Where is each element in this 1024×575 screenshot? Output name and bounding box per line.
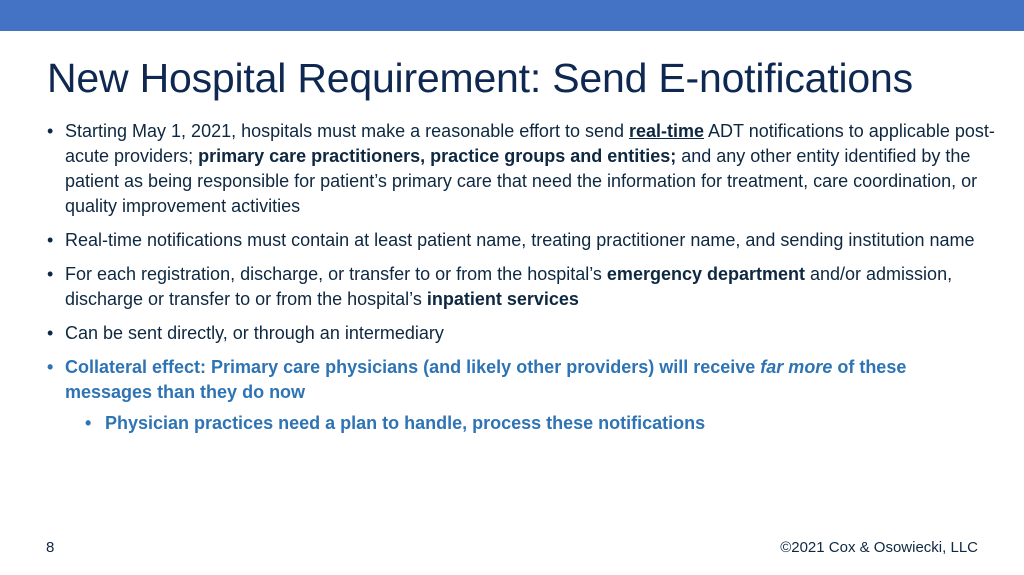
bullet-text: For each registration, discharge, or transfer to or from the hospital’s [65, 264, 607, 284]
emphasis-primary-care: primary care practitioners, practice groups and entities; [198, 146, 677, 166]
bullet-dot-icon: • [85, 413, 92, 433]
bullet-item-1 [47, 119, 997, 219]
emphasis-emergency-department: emergency department [606, 264, 805, 284]
bullet-text: Starting May 1, 2021, hospitals must make a reasonable effort to send [65, 121, 629, 141]
bullet-item-4 [47, 321, 997, 346]
bullet-text: Real-time notifications must contain at least patient name, treating practitioner name, and sending institution name [65, 230, 975, 250]
copyright-notice: ©2021 Cox & Osowiecki, LLC [780, 539, 978, 556]
bullet-text: ADT notifications to applicable post-acute providers; [65, 121, 995, 166]
bullet-item-2 [47, 228, 997, 253]
bullet-item-3 [47, 262, 997, 312]
bullet-dot-icon: • [47, 264, 54, 284]
bullet-dot-icon: • [47, 323, 54, 343]
bullet-item-5 [47, 355, 997, 405]
sub-bullet-text: Physician practices need a plan to handle, process these notifications [105, 413, 706, 433]
bullet-dot-icon: • [47, 357, 54, 377]
slide-number: 8 [46, 539, 55, 556]
emphasis-real-time: real-time [629, 121, 705, 141]
slide-title: New Hospital Requirement: Send E-notifications [47, 55, 913, 101]
bullet-text: and/or admission, discharge or transfer to or from the hospital’s [65, 264, 953, 309]
bullet-text: of these messages than they do now [65, 357, 907, 402]
bullet-list [47, 119, 997, 436]
sub-bullet-item-1 [47, 411, 997, 436]
top-accent-bar [0, 0, 1024, 31]
bullet-text: and any other entity identified by the patient as being responsible for patient’s primary care that need the information for treatment, care coordination, or quality improvement activities [65, 146, 978, 216]
emphasis-far-more: far more [760, 357, 833, 377]
emphasis-inpatient-services: inpatient services [426, 289, 579, 309]
bullet-dot-icon: • [47, 121, 54, 141]
bullet-text: Can be sent directly, or through an intermediary [65, 323, 444, 343]
bullet-text: Collateral effect: Primary care physicians (and likely other providers) will receive [65, 357, 761, 377]
bullet-dot-icon: • [47, 230, 54, 250]
